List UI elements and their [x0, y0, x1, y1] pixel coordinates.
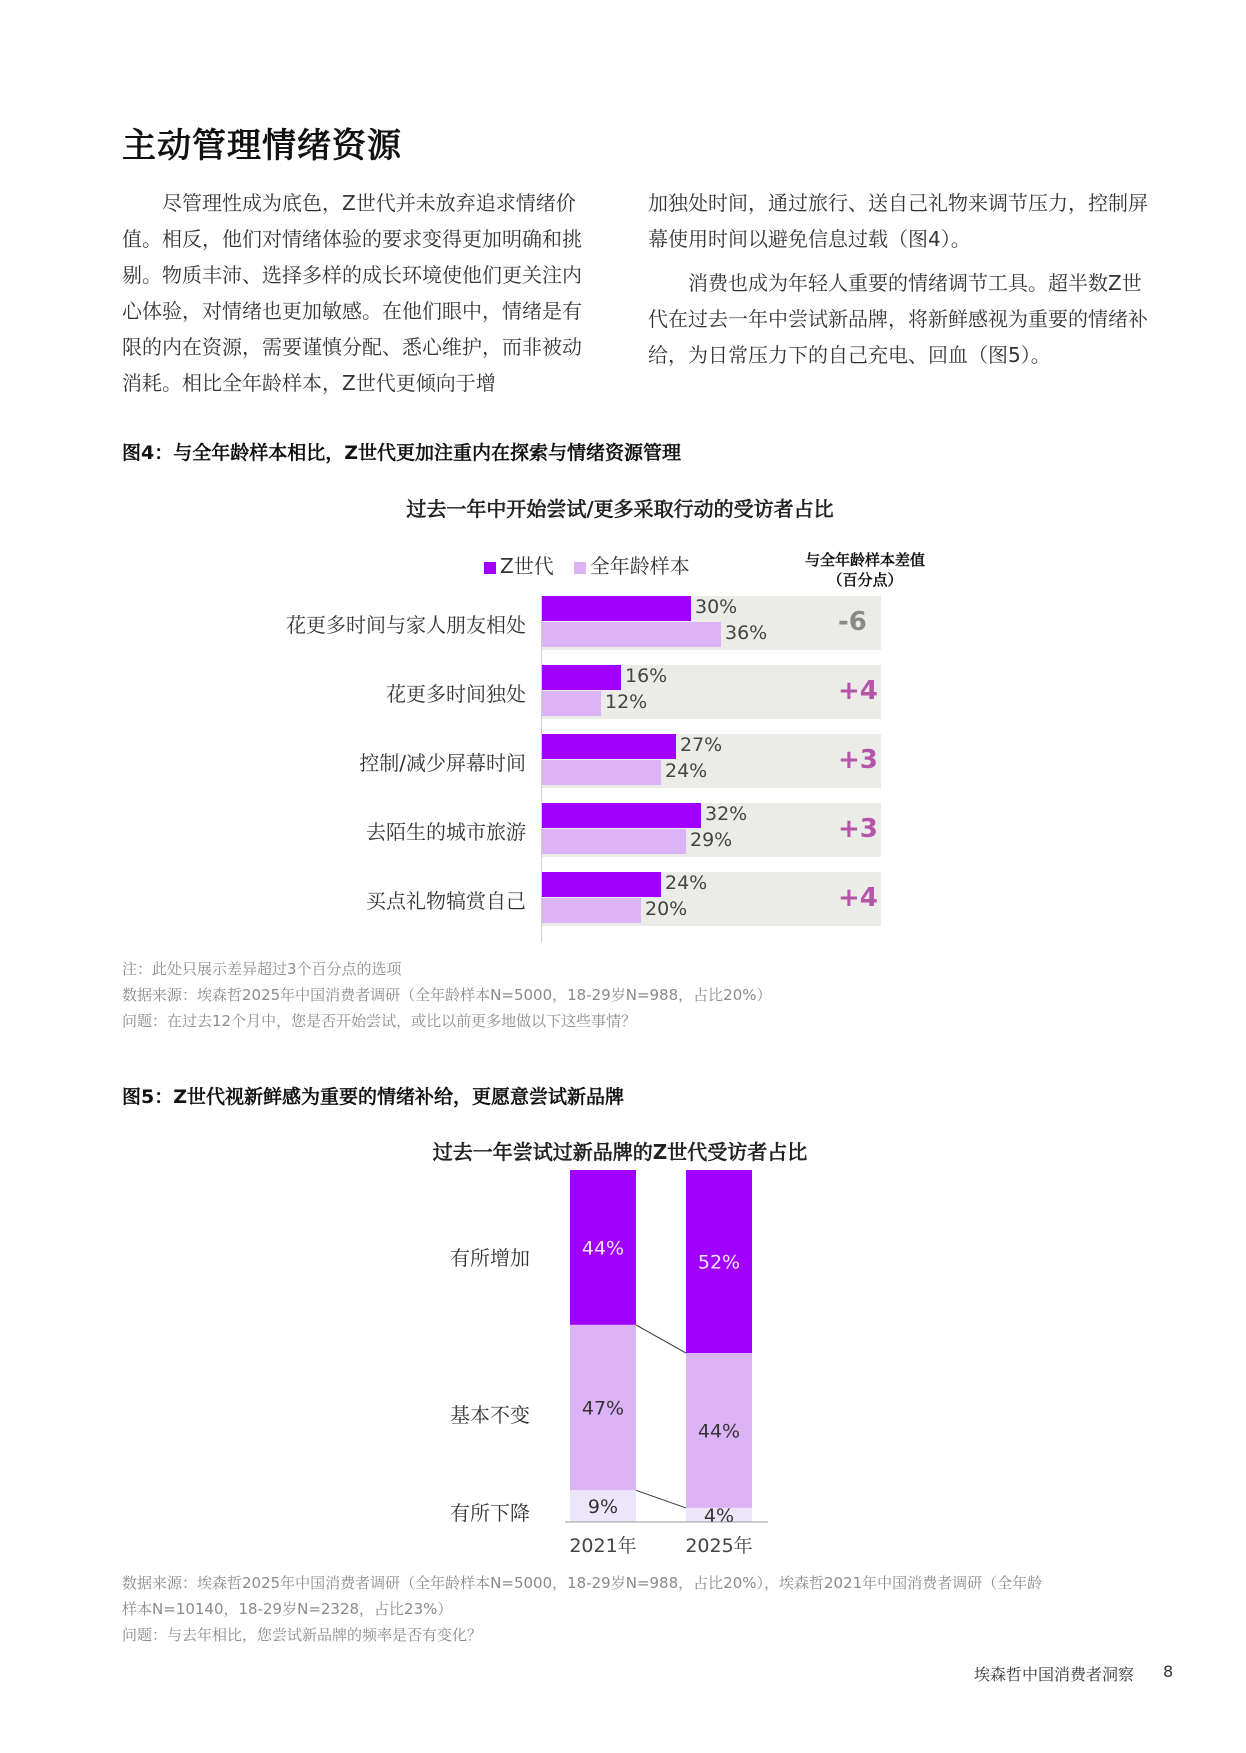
fig4-axis-line: [541, 596, 542, 942]
fig5-connector-line: [636, 1325, 686, 1353]
fig4-value-label-z: 32%: [705, 803, 748, 825]
legend-swatch-all: [574, 562, 586, 574]
fig5-value-label: 52%: [697, 1251, 741, 1274]
fig4-difference-value: +4: [838, 883, 878, 913]
fig5-note-2: 样本N=10140，18-29岁N=2328，占比23%）: [122, 1600, 453, 1618]
fig4-value-label-z: 30%: [695, 596, 738, 618]
fig5-stacked-chart: [540, 1170, 800, 1570]
fig5-notes: [122, 1570, 1162, 1648]
fig5-caption: 图5：Z世代视新鲜感为重要的情绪补给，更愿意尝试新品牌: [122, 1086, 624, 1108]
fig4-note-2: 数据来源：埃森哲2025年中国消费者调研（全年龄样本N=5000，18-29岁N=988，占比20%）: [122, 986, 772, 1004]
fig4-value-label-z: 16%: [625, 665, 668, 687]
fig4-legend: [484, 550, 690, 579]
fig4-bar-z: [541, 596, 691, 621]
diff-header: [780, 550, 950, 590]
fig5-label-same: 基本不变: [450, 1403, 530, 1427]
footer-text: 埃森哲中国消费者洞察: [974, 1665, 1135, 1684]
fig4-note-3: 问题：在过去12个月中，您是否开始尝试，或比以前更多地做以下这些事情？: [122, 1012, 637, 1030]
fig5-x-label: 2021年: [569, 1535, 637, 1557]
fig5-note-3: 问题：与去年相比，您尝试新品牌的频率是否有变化？: [122, 1626, 483, 1644]
fig4-chart-title: 过去一年中开始尝试/更多采取行动的受访者占比: [406, 497, 834, 521]
fig4-difference-value: +4: [838, 676, 878, 706]
diff-header-line1: 与全年龄样本差值: [804, 551, 925, 569]
fig5-connector-line: [636, 1490, 686, 1508]
diff-header-line2: （百分点）: [827, 571, 903, 589]
fig4-caption: 图4：与全年龄样本相比，Z世代更加注重内在探索与情绪资源管理: [122, 442, 681, 464]
fig5-value-label: 4%: [703, 1504, 735, 1527]
fig4-value-label-all: 20%: [645, 898, 688, 920]
fig4-value-label-all: 12%: [605, 691, 648, 713]
right-paragraph-1: 加独处时间，通过旅行、送自己礼物来调节压力，控制屏幕使用时间以避免信息过载（图4）。: [648, 191, 1148, 251]
fig4-bar-z: [541, 734, 676, 759]
fig4-value-label-all: 24%: [665, 760, 708, 782]
right-column: [648, 185, 1160, 381]
fig4-category-label: 去陌生的城市旅游: [366, 820, 526, 844]
fig4-value-label-z: 27%: [680, 734, 723, 756]
fig5-value-label: 9%: [587, 1496, 619, 1519]
fig5-chart-title: 过去一年尝试过新品牌的Z世代受访者占比: [432, 1140, 808, 1164]
fig4-bar-all: [541, 829, 686, 854]
fig4-category-label: 花更多时间独处: [386, 682, 526, 706]
fig5-label-decrease: 有所下降: [450, 1501, 530, 1525]
fig4-notes: [122, 956, 772, 1034]
fig5-note-1: 数据来源：埃森哲2025年中国消费者调研（全年龄样本N=5000，18-29岁N=988，占比20%），埃森哲2021年中国消费者调研（全年龄: [122, 1574, 1043, 1592]
fig4-bar-all: [541, 898, 641, 923]
left-paragraph: 尽管理性成为底色，Z世代并未放弃追求情绪价值。相反，他们对情绪体验的要求变得更加明确和挑剔。物质丰沛、选择多样的成长环境使他们更关注内心体验，对情绪也更加敏感。在他们眼中，情绪是有限的内在资源，需要谨慎分配、悉心维护，而非被动消耗。相比全年龄样本，Z世代更倾向于增: [122, 191, 582, 395]
fig4-bar-z: [541, 872, 661, 897]
fig5-value-label: 47%: [581, 1397, 625, 1420]
fig4-bar-z: [541, 665, 621, 690]
page-number: 8: [1163, 1662, 1174, 1681]
legend-label-z: Z世代: [500, 554, 554, 578]
fig4-value-label-all: 29%: [690, 829, 733, 851]
fig4-difference-value: +3: [838, 814, 878, 844]
legend-item-all: [574, 550, 690, 579]
fig4-bar-all: [541, 622, 721, 647]
legend-item-z: [484, 550, 554, 579]
fig4-bar-z: [541, 803, 701, 828]
fig4-category-label: 控制/减少屏幕时间: [359, 751, 526, 775]
fig4-category-label: 买点礼物犒赏自己: [366, 889, 526, 913]
fig4-bar-all: [541, 760, 661, 785]
fig4-note-1: 注：此处只展示差异超过3个百分点的选项: [122, 960, 402, 978]
fig5-value-label: 44%: [581, 1237, 625, 1260]
fig5-value-label: 44%: [697, 1420, 741, 1443]
legend-swatch-z: [484, 562, 496, 574]
fig4-value-label-z: 24%: [665, 872, 708, 894]
fig4-difference-value: -6: [838, 607, 867, 637]
fig4-difference-value: +3: [838, 745, 878, 775]
fig4-value-label-all: 36%: [725, 622, 768, 644]
fig4-category-label: 花更多时间与家人朋友相处: [286, 613, 526, 637]
legend-label-all: 全年龄样本: [589, 554, 690, 578]
fig5-label-increase: 有所增加: [450, 1246, 530, 1270]
fig5-x-label: 2025年: [685, 1535, 753, 1557]
page-title: 主动管理情绪资源: [122, 126, 402, 166]
left-column: [122, 185, 600, 409]
fig4-bar-all: [541, 691, 601, 716]
right-paragraph-2: 消费也成为年轻人重要的情绪调节工具。超半数Z世代在过去一年中尝试新品牌，将新鲜感视为重要的情绪补给，为日常压力下的自己充电、回血（图5）。: [648, 271, 1148, 367]
